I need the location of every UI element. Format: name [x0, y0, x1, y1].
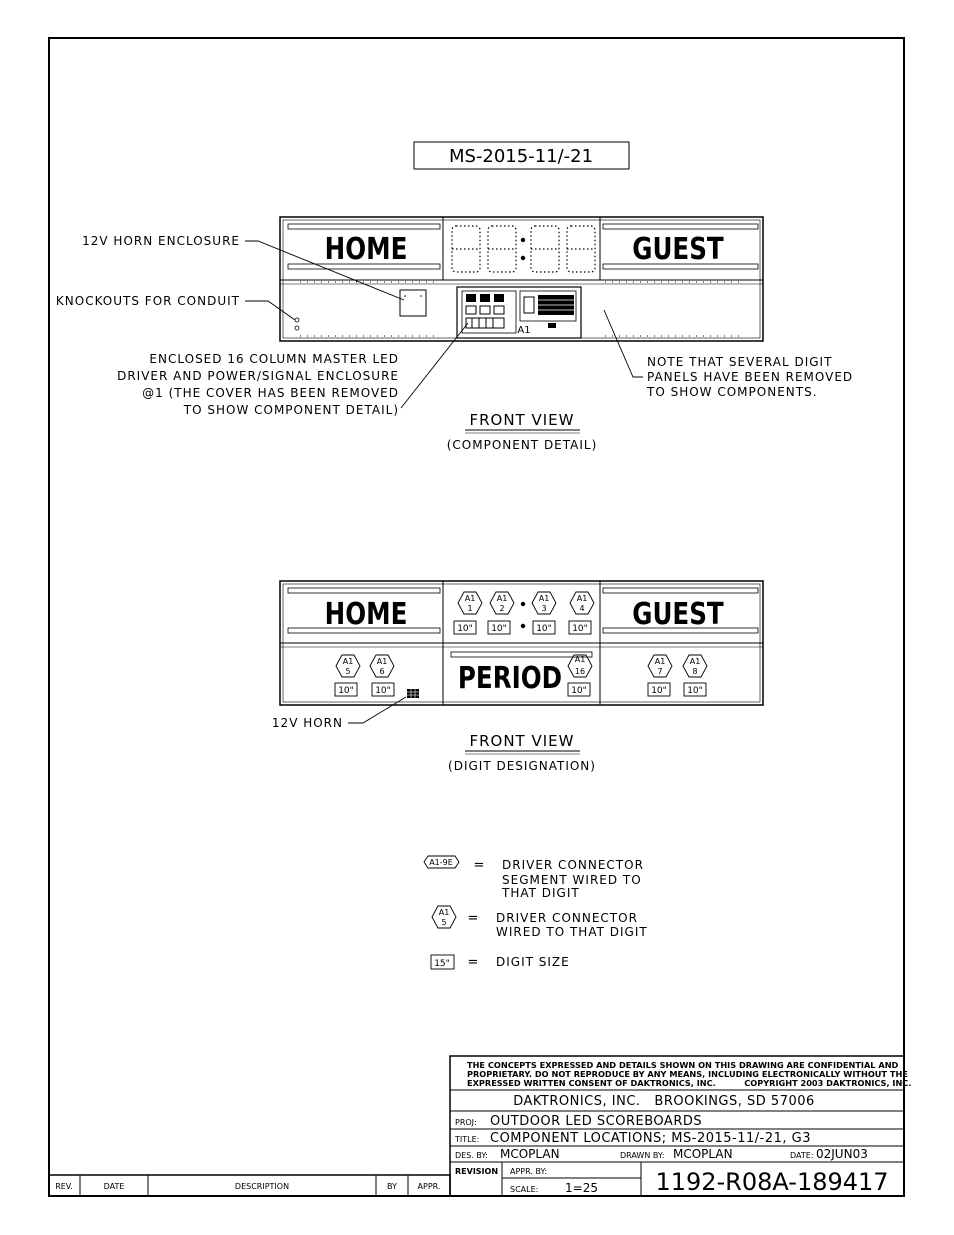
svg-text:4: 4 — [579, 604, 585, 613]
svg-text:DRIVER CONNECTOR: DRIVER CONNECTOR — [496, 911, 638, 925]
svg-text:=: = — [467, 911, 479, 926]
callout-horn-enclosure: 12V HORN ENCLOSURE — [82, 234, 240, 248]
knockout-2 — [295, 326, 299, 330]
confidential-line-2: PROPRIETARY. DO NOT REPRODUCE BY ANY MEANS, INCLUDING ELECTRONICALLY WITHOUT THE — [467, 1069, 908, 1079]
knockout-1 — [295, 318, 299, 322]
sheet-border — [49, 38, 904, 1196]
proj-label: PROJ: — [455, 1118, 477, 1127]
revision-label: REVISION — [455, 1167, 499, 1176]
svg-text:3: 3 — [541, 604, 547, 613]
revision-block — [49, 1175, 450, 1196]
svg-text:1: 1 — [467, 604, 473, 613]
svg-text:10": 10" — [457, 624, 473, 634]
master-enclosure — [457, 287, 581, 338]
svg-text:10": 10" — [651, 686, 667, 696]
svg-text:TO SHOW COMPONENT DETAIL): TO SHOW COMPONENT DETAIL) — [183, 403, 399, 417]
company: DAKTRONICS, INC. BROOKINGS, SD 57006 — [513, 1094, 815, 1109]
svg-text:APPR.: APPR. — [417, 1182, 441, 1191]
connector-left-5 — [335, 655, 360, 696]
svg-text:DIGIT SIZE: DIGIT SIZE — [496, 955, 570, 969]
svg-text:6: 6 — [379, 667, 385, 676]
scale-value: 1=25 — [565, 1181, 598, 1195]
scale-label: SCALE: — [510, 1185, 539, 1194]
svg-text:10": 10" — [338, 686, 354, 696]
svg-text:SEGMENT WIRED TO: SEGMENT WIRED TO — [502, 873, 642, 887]
svg-text:A1: A1 — [576, 594, 588, 603]
svg-text:A1: A1 — [538, 594, 550, 603]
home-label-top: HOME — [324, 232, 408, 267]
connector-top-2 — [488, 592, 514, 634]
clock-digits — [452, 226, 595, 272]
confidential-line-1: THE CONCEPTS EXPRESSED AND DETAILS SHOWN ON THIS DRAWING ARE CONFIDENTIAL AND — [467, 1060, 899, 1070]
view-sub-bottom: (DIGIT DESIGNATION) — [448, 759, 596, 773]
svg-text:A1-9E: A1-9E — [429, 858, 453, 867]
svg-text:10": 10" — [491, 624, 507, 634]
svg-text:10": 10" — [687, 686, 703, 696]
svg-text:BY: BY — [387, 1182, 397, 1191]
horn — [407, 689, 419, 698]
legend-digit-size — [431, 955, 570, 970]
svg-text:NOTE THAT SEVERAL DIGIT: NOTE THAT SEVERAL DIGIT — [647, 355, 833, 369]
des-value: MCOPLAN — [500, 1147, 560, 1161]
svg-text:15": 15" — [434, 959, 450, 969]
callout-horn: 12V HORN — [271, 716, 343, 730]
svg-text:2: 2 — [499, 604, 505, 613]
svg-text:DESCRIPTION: DESCRIPTION — [234, 1182, 290, 1191]
svg-text:8: 8 — [692, 667, 698, 676]
drawn-value: MCOPLAN — [673, 1147, 733, 1161]
proj-value: OUTDOOR LED SCOREBOARDS — [490, 1114, 703, 1129]
appr-label: APPR. BY: — [510, 1167, 548, 1176]
svg-text:5: 5 — [441, 918, 447, 927]
callout-note — [646, 355, 853, 399]
legend-digit-connector — [432, 906, 648, 939]
drawing-number: 1192-R08A-189417 — [655, 1168, 889, 1196]
model-tag: MS-2015-11/-21 — [448, 146, 594, 167]
legend-segment-connector — [424, 856, 644, 900]
svg-text:DATE: DATE — [103, 1182, 125, 1191]
svg-text:A1: A1 — [689, 657, 701, 666]
enclosure-label: A1 — [517, 325, 531, 336]
svg-text:A1: A1 — [496, 594, 508, 603]
connector-top-3 — [532, 592, 556, 634]
connector-top-4 — [569, 592, 594, 634]
clock-colon-top — [521, 238, 525, 242]
svg-text:A1: A1 — [574, 655, 586, 664]
view-title-top: FRONT VIEW — [469, 411, 575, 429]
clock-colon-bottom — [521, 256, 525, 260]
svg-text:A1: A1 — [654, 657, 666, 666]
colon-top — [521, 602, 525, 606]
callout-knockouts: KNOCKOUTS FOR CONDUIT — [55, 294, 240, 308]
svg-text:A1: A1 — [438, 908, 450, 917]
view-title-bottom: FRONT VIEW — [469, 732, 575, 750]
svg-text:10": 10" — [572, 624, 588, 634]
svg-text:A1: A1 — [464, 594, 476, 603]
scoreboard-front-digit-designation — [280, 581, 763, 705]
svg-text:TO SHOW COMPONENTS.: TO SHOW COMPONENTS. — [647, 385, 818, 399]
connector-left-6 — [370, 655, 394, 696]
connector-top-1 — [454, 592, 482, 634]
title-value: COMPONENT LOCATIONS; MS-2015-11/-21, G3 — [490, 1131, 812, 1146]
view-sub-top: (COMPONENT DETAIL) — [446, 438, 598, 452]
guest-label-top: GUEST — [632, 232, 724, 267]
svg-text:=: = — [473, 858, 485, 873]
callout-enclosed — [117, 352, 399, 417]
svg-text:@1 (THE COVER HAS BEEN REMOVED: @1 (THE COVER HAS BEEN REMOVED — [142, 386, 399, 400]
title-label: TITLE: — [455, 1135, 480, 1144]
confidential-line-3: EXPRESSED WRITTEN CONSENT OF DAKTRONICS, INC. COPYRIGHT 2003 DAKTRONICS, INC. — [467, 1078, 912, 1088]
svg-text:16: 16 — [574, 667, 586, 676]
title-block — [450, 1056, 911, 1196]
svg-text:THAT DIGIT: THAT DIGIT — [502, 886, 580, 900]
svg-text:7: 7 — [657, 667, 663, 676]
svg-text:5: 5 — [345, 667, 351, 676]
svg-text:PANELS HAVE BEEN REMOVED: PANELS HAVE BEEN REMOVED — [647, 370, 854, 384]
svg-text:10": 10" — [536, 624, 552, 634]
colon-bottom — [521, 624, 525, 628]
svg-text:A1: A1 — [376, 657, 388, 666]
drawn-label: DRAWN BY: — [620, 1151, 665, 1160]
svg-text:10": 10" — [571, 686, 587, 696]
svg-text:REV.: REV. — [55, 1182, 73, 1191]
connector-right-8 — [683, 655, 707, 696]
connector-right-7 — [648, 655, 672, 696]
connector-period-16 — [568, 655, 592, 696]
svg-text:DRIVER CONNECTOR: DRIVER CONNECTOR — [502, 858, 644, 872]
svg-text:WIRED TO THAT DIGIT: WIRED TO THAT DIGIT — [496, 925, 648, 939]
legend — [424, 856, 648, 970]
home-label-bottom: HOME — [324, 597, 408, 632]
des-label: DES. BY: — [455, 1151, 488, 1160]
horn-enclosure — [400, 290, 426, 316]
svg-text:DRIVER AND POWER/SIGNAL ENCLOS: DRIVER AND POWER/SIGNAL ENCLOSURE — [117, 369, 399, 383]
svg-text:A1: A1 — [342, 657, 354, 666]
period-label: PERIOD — [457, 661, 563, 696]
date-value: 02JUN03 — [816, 1147, 868, 1161]
svg-text:=: = — [467, 955, 479, 970]
svg-text:10": 10" — [375, 686, 391, 696]
guest-label-bottom: GUEST — [632, 597, 724, 632]
date-label: DATE: — [790, 1151, 814, 1160]
svg-text:ENCLOSED 16 COLUMN MASTER LED: ENCLOSED 16 COLUMN MASTER LED — [149, 352, 399, 366]
